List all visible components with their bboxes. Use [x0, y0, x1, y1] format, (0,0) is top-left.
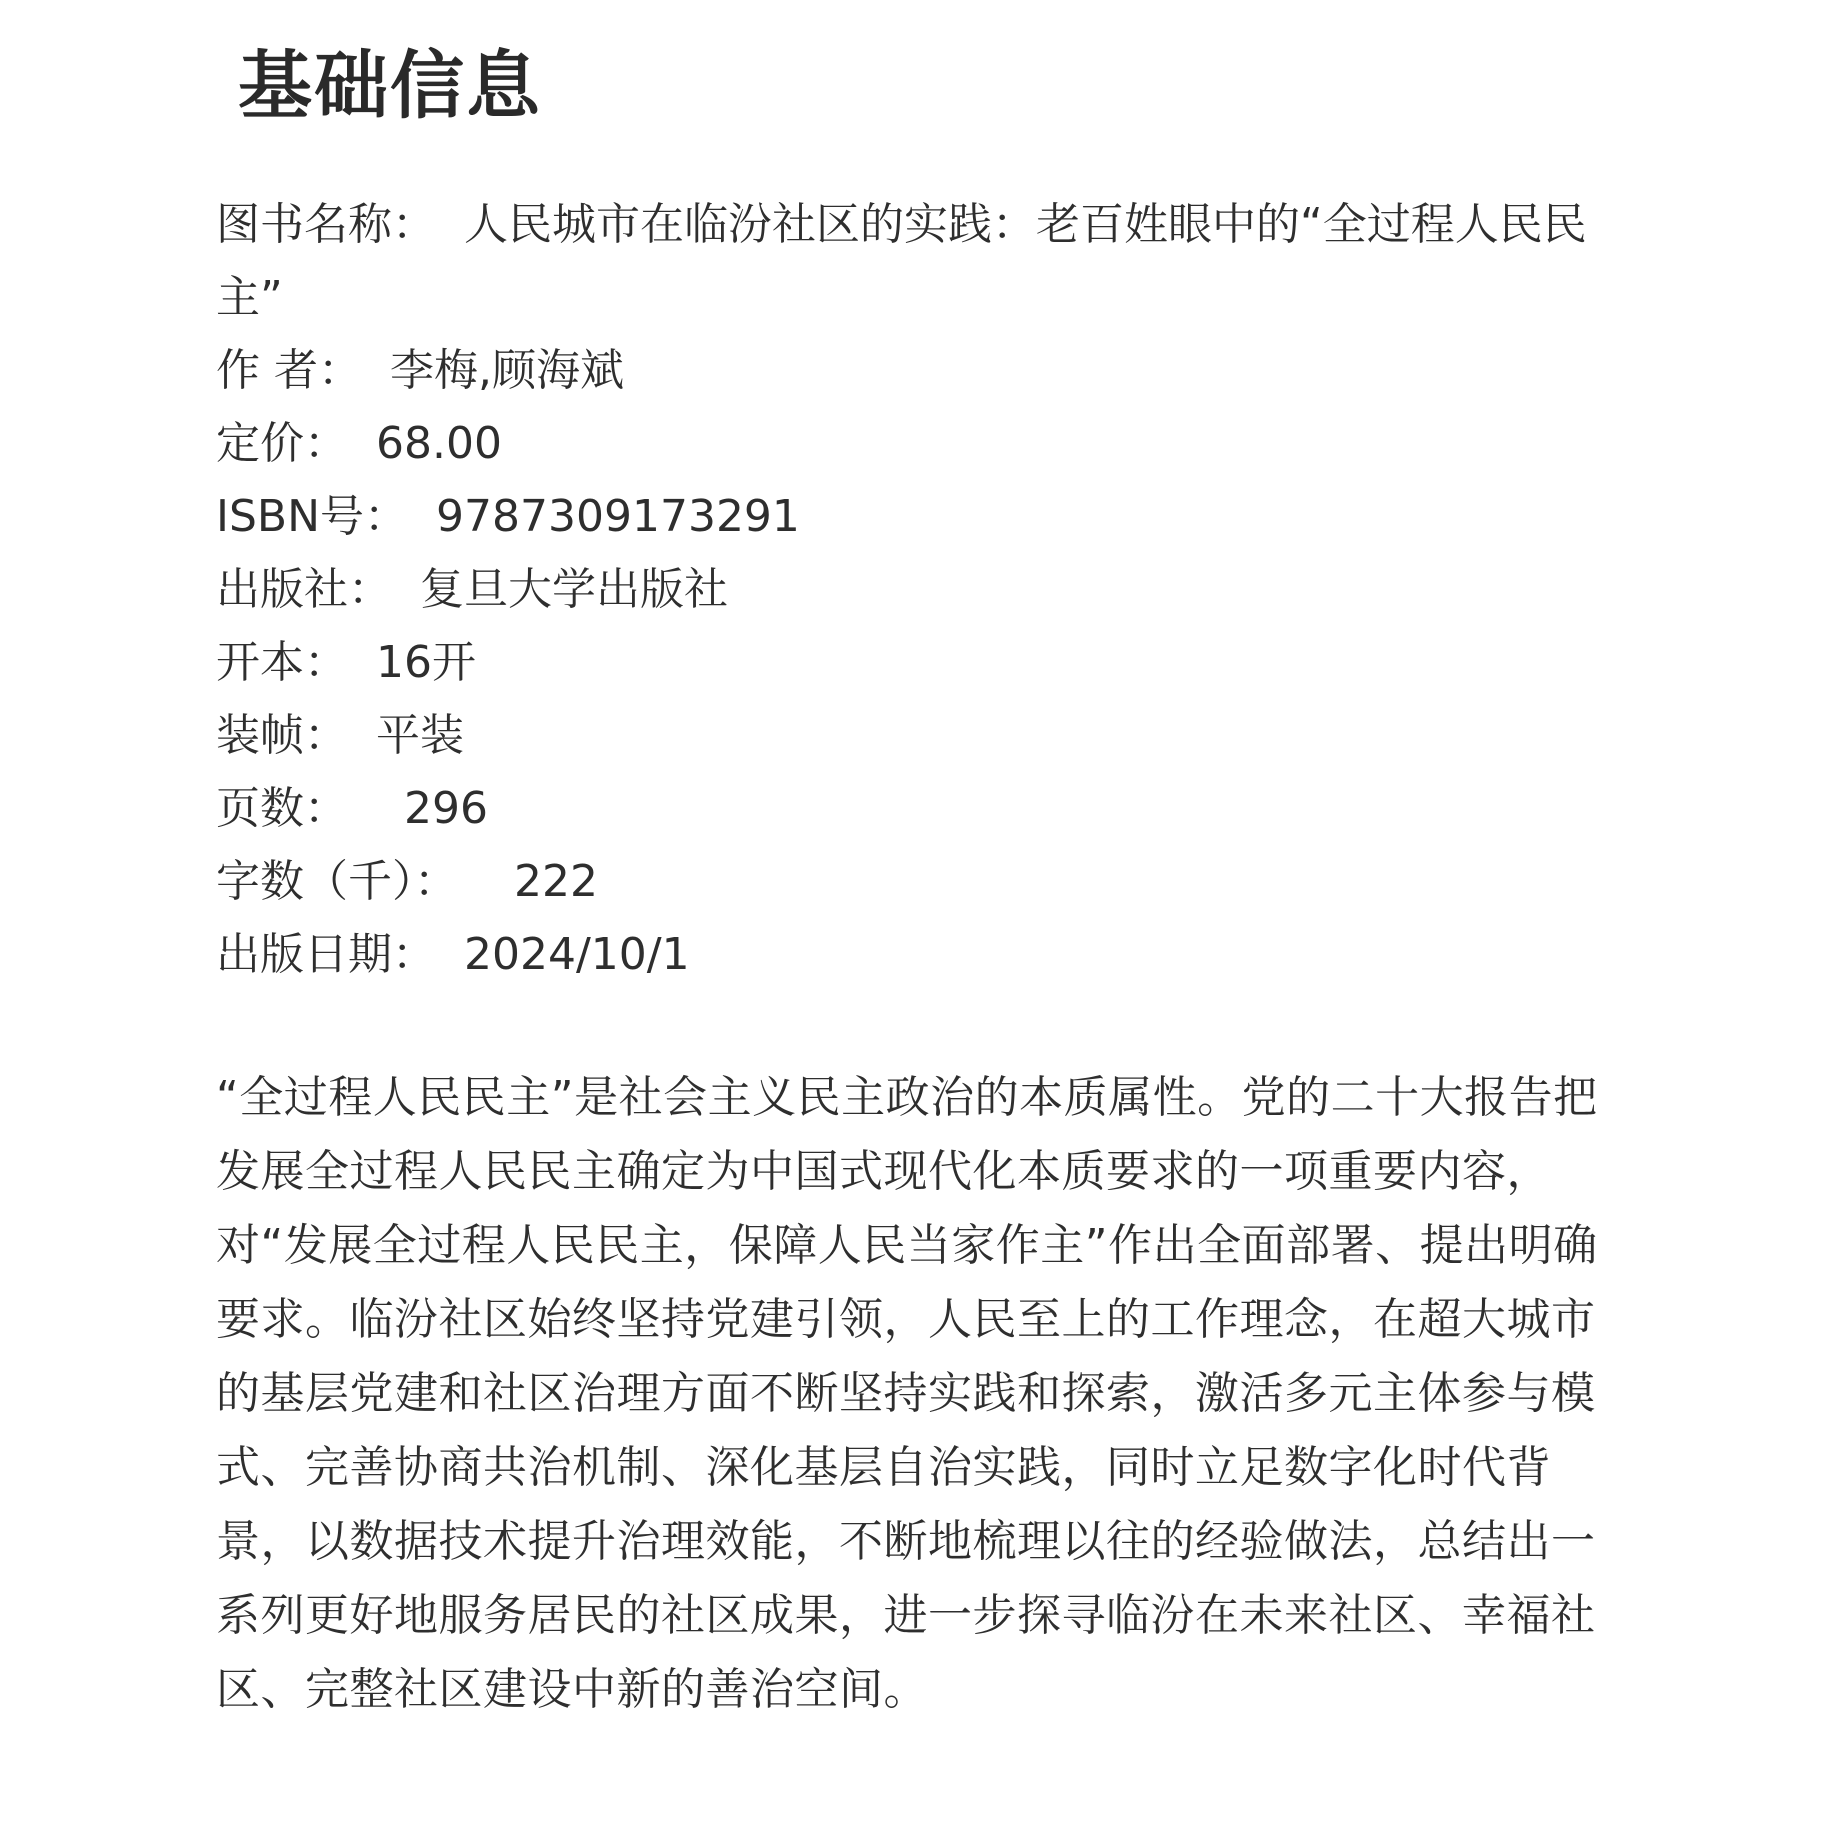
publisher-label: 出版社：	[216, 564, 392, 615]
pub-date-label: 出版日期：	[216, 929, 436, 980]
word-count-value: 222	[513, 856, 598, 907]
author-value: 李梅,顾海斌	[389, 345, 624, 396]
info-row-isbn	[216, 480, 1636, 553]
author-label: 作 者：	[216, 345, 362, 396]
book-name-label: 图书名称：	[216, 199, 436, 250]
binding-label: 装帧：	[216, 710, 348, 761]
format-value: 16开	[375, 637, 476, 688]
pages-value: 296	[403, 783, 488, 834]
book-description: “全过程人民民主”是社会主义民主政治的本质属性。党的二十大报告把发展全过程人民民主确定为中国式现代化本质要求的一项重要内容，对“发展全过程人民民主，保障人民当家作主”作出全面部署、提出明确要求。临汾社区始终坚持党建引领，人民至上的工作理念，在超大城市的基层党建和社区治理方面不断坚持实践和探索，激活多元主体参与模式、完善协商共治机制、深化基层自治实践，同时立足数字化时代背景，以数据技术提升治理效能，不断地梳理以往的经验做法，总结出一系列更好地服务居民的社区成果，进一步探寻临汾在未来社区、幸福社区、完整社区建设中新的善治空间。	[216, 1072, 1598, 1715]
book-name-value: 人民城市在临汾社区的实践：老百姓眼中的“全过程人民民主”	[216, 199, 1587, 323]
info-row-publisher	[216, 553, 1636, 626]
publisher-value: 复旦大学出版社	[419, 564, 728, 615]
info-row-pub-date	[216, 918, 1636, 991]
price-value: 68.00	[375, 418, 502, 469]
format-label: 开本：	[216, 637, 348, 688]
info-row-word-count	[216, 845, 1636, 918]
book-info-list	[216, 188, 1636, 991]
price-label: 定价：	[216, 418, 348, 469]
info-row-price	[216, 407, 1636, 480]
info-row-binding	[216, 699, 1636, 772]
info-row-format	[216, 626, 1636, 699]
word-count-label: 字数（千）：	[216, 856, 458, 907]
section-title: 基础信息	[238, 43, 542, 129]
pub-date-value: 2024/10/1	[463, 929, 690, 980]
pages-label: 页数：	[216, 783, 348, 834]
info-row-pages	[216, 772, 1636, 845]
info-row-author	[216, 334, 1636, 407]
binding-value: 平装	[375, 710, 464, 761]
isbn-label: ISBN号：	[216, 491, 409, 542]
isbn-value: 9787309173291	[436, 491, 800, 542]
info-row-book-name	[216, 188, 1636, 334]
